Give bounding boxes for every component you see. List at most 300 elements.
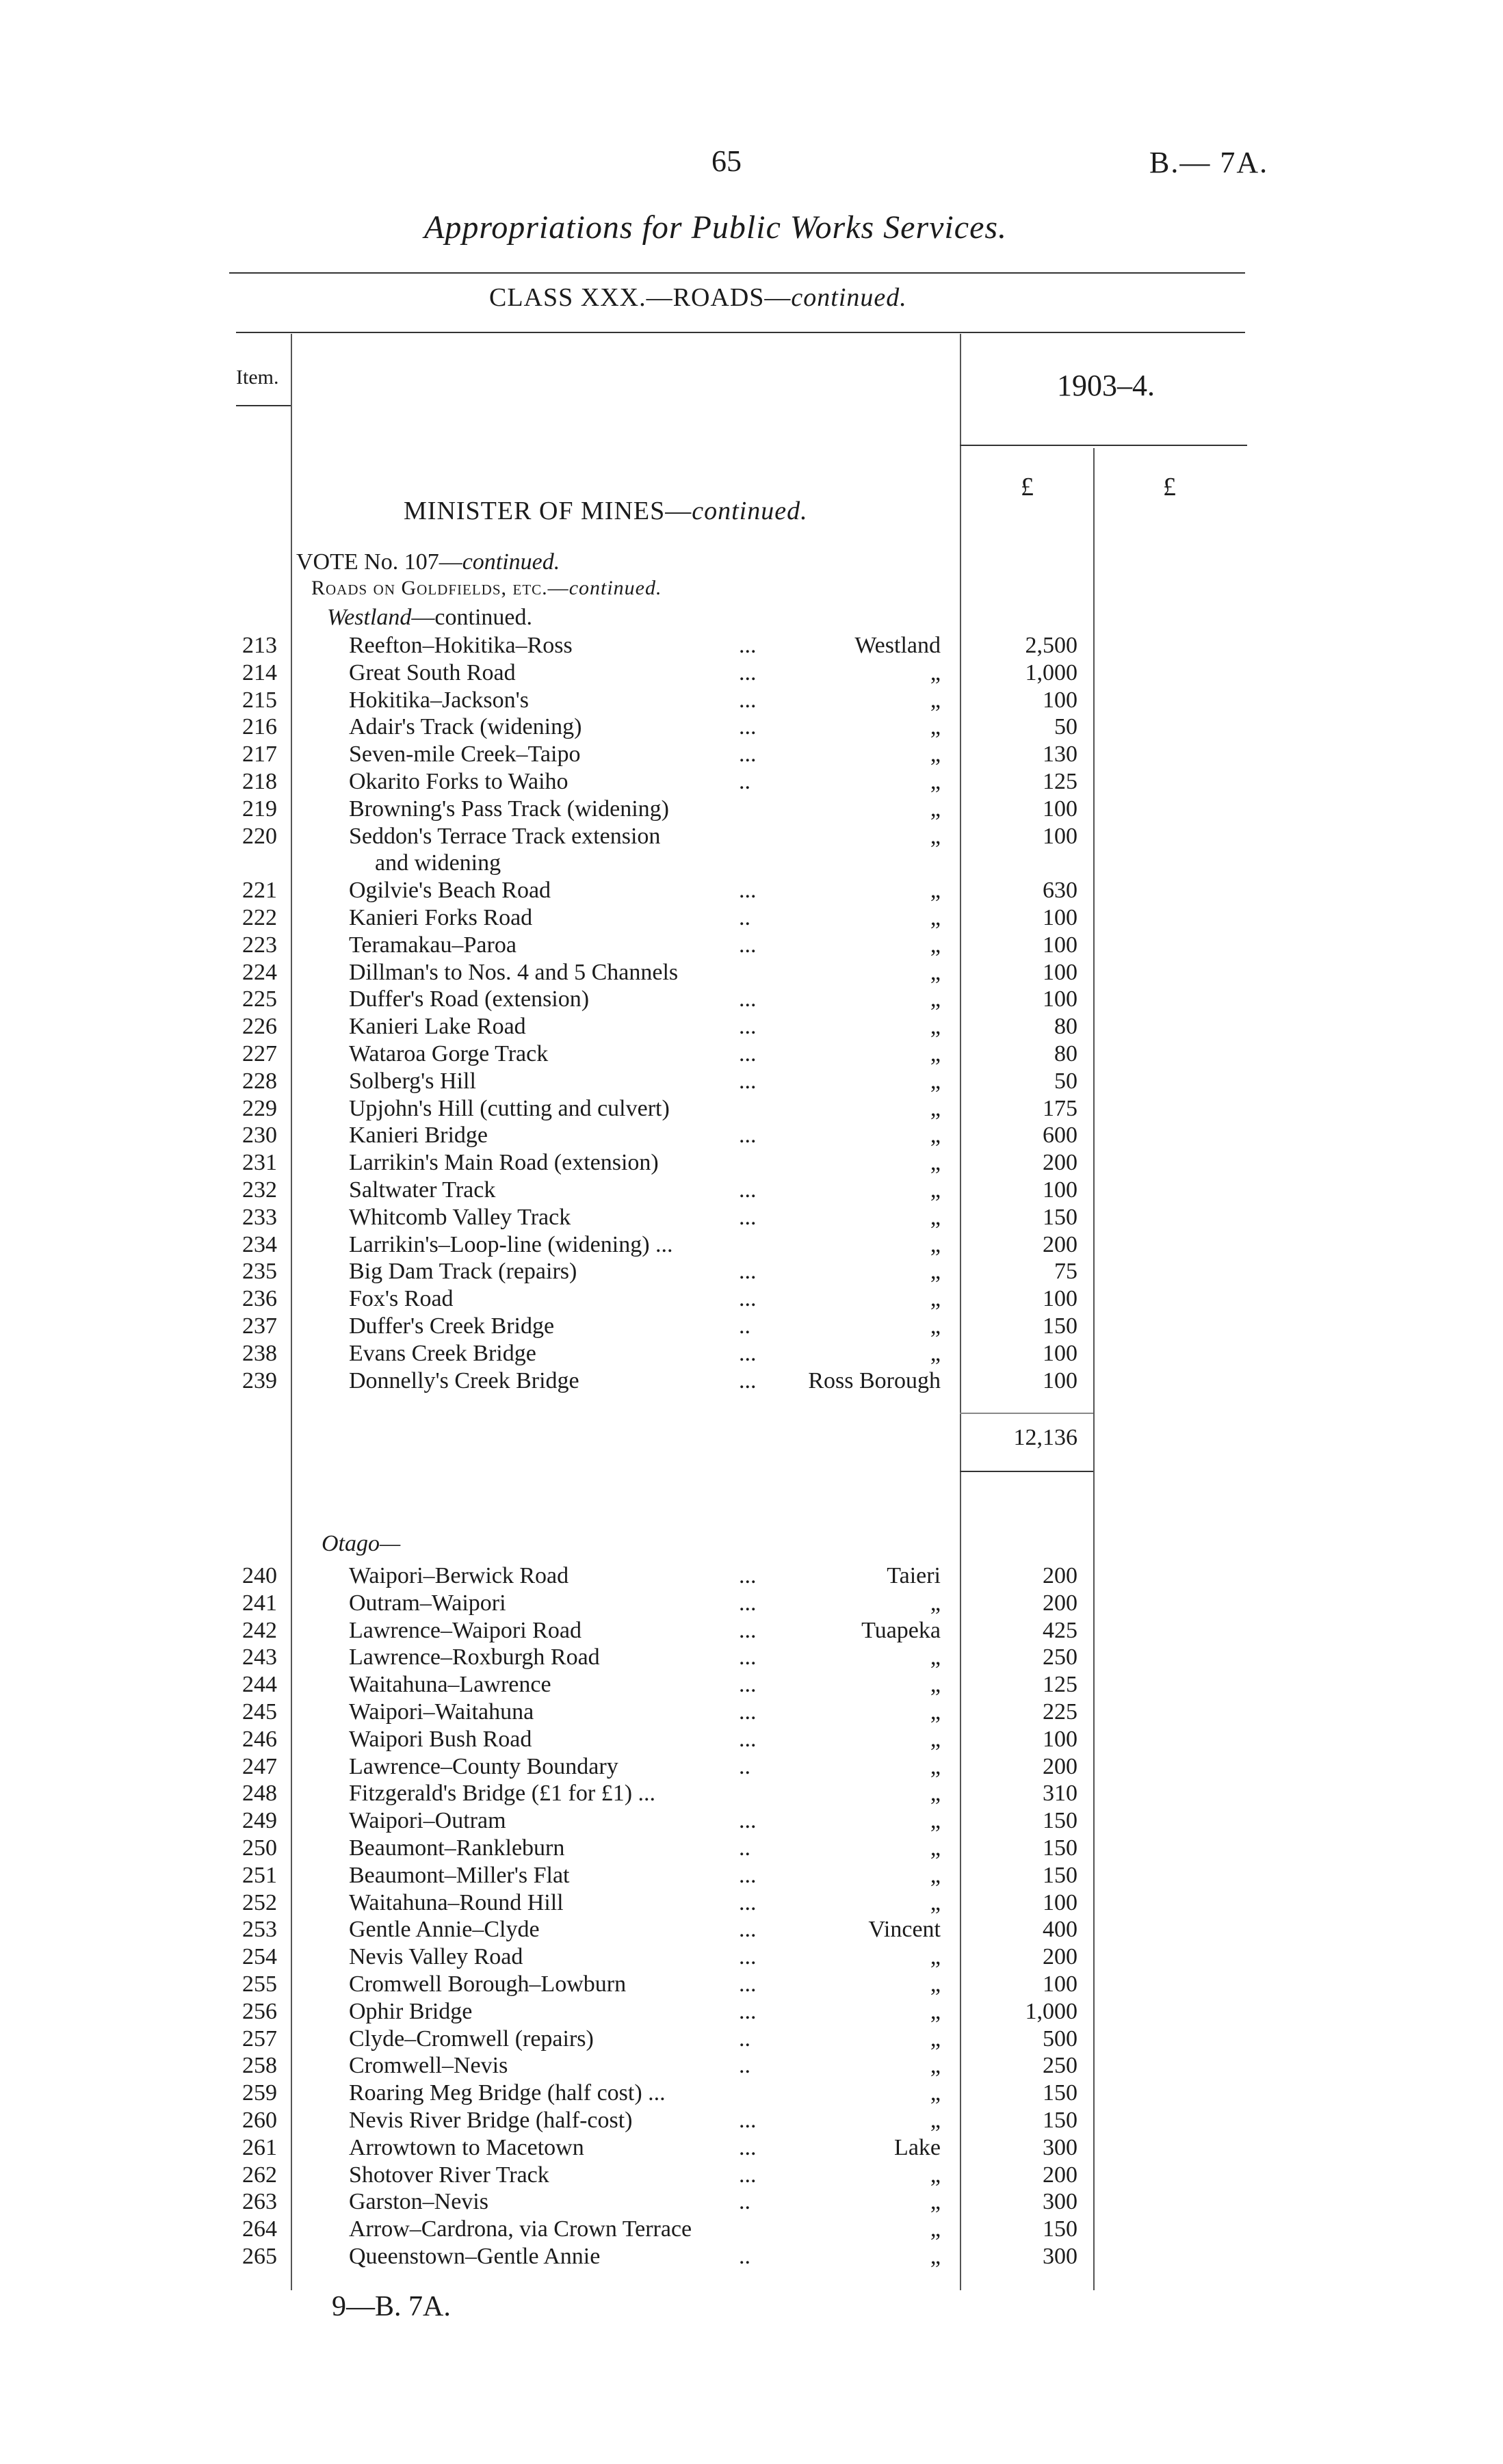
item-number: 245 (242, 1699, 277, 1725)
amount-value: 125 (1043, 769, 1077, 794)
district-name: „ (930, 2053, 941, 2079)
amount-value: 300 (1043, 2134, 1077, 2160)
item-number: 230 (242, 1123, 277, 1149)
otago-heading: Otago— (322, 1531, 401, 1556)
item-number: 252 (242, 1889, 277, 1915)
leader-dots: ... (739, 878, 757, 904)
table-row (0, 1671, 1503, 1699)
road-name: Kanieri Bridge (349, 1123, 488, 1149)
leader-dots: ... (739, 742, 757, 768)
item-number: 262 (242, 2162, 277, 2188)
table-row (0, 2216, 1503, 2243)
amount-value: 2,500 (1025, 633, 1077, 658)
footer-reference: 9—B. 7A. (332, 2291, 451, 2322)
leader-dots: ... (739, 1014, 757, 1040)
amount-value: 200 (1043, 1944, 1077, 1970)
road-name: Nevis River Bridge (half-cost) (349, 2108, 633, 2133)
amount-value: 200 (1043, 2162, 1077, 2188)
item-number: 251 (242, 1862, 277, 1888)
leader-dots: ... (739, 1971, 757, 1997)
item-number: 250 (242, 1835, 277, 1861)
district-name: „ (930, 1340, 941, 1366)
table-row (0, 2080, 1503, 2107)
road-name: Donnelly's Creek Bridge (349, 1367, 579, 1393)
amount-value: 1,000 (1025, 659, 1077, 685)
table-row (0, 1753, 1503, 1781)
road-name: Arrowtown to Macetown (349, 2134, 584, 2160)
district-name: „ (930, 1150, 941, 1176)
item-number: 228 (242, 1068, 277, 1094)
item-number: 221 (242, 878, 277, 904)
leader-dots: ... (739, 1998, 757, 2024)
table-row (0, 1998, 1503, 2026)
table-row (0, 1862, 1503, 1889)
district-name: „ (930, 1726, 941, 1752)
item-number: 218 (242, 769, 277, 794)
district-name: „ (930, 1644, 941, 1670)
table-row (0, 1943, 1503, 1971)
amount-value: 200 (1043, 1150, 1077, 1176)
item-number: 231 (242, 1150, 277, 1176)
currency-header-2: £ (1163, 473, 1176, 501)
road-name: Ogilvie's Beach Road (349, 878, 551, 904)
amount-value: 300 (1043, 2189, 1077, 2215)
district-name: „ (930, 1041, 941, 1066)
westland-heading-continued: —continued. (411, 605, 532, 630)
item-number: 223 (242, 932, 277, 958)
table-row (0, 959, 1503, 986)
year-header-rule (960, 445, 1247, 446)
table-row (0, 659, 1503, 687)
amount-value: 200 (1043, 1590, 1077, 1616)
road-name: Lawrence–Roxburgh Road (349, 1644, 600, 1670)
road-name: Beaumont–Rankleburn (349, 1835, 565, 1861)
amount-value: 100 (1043, 1971, 1077, 1997)
item-number: 265 (242, 2244, 277, 2269)
road-name: Shotover River Track (349, 2162, 549, 2188)
table-row (0, 796, 1503, 823)
table-row (0, 2243, 1503, 2270)
table-row (0, 1040, 1503, 1068)
road-name-continuation: and widening (375, 850, 501, 876)
road-name: Waipori–Waitahuna (349, 1699, 534, 1725)
leader-dots: ... (739, 1944, 757, 1970)
item-number: 224 (242, 959, 277, 985)
table-row (0, 1367, 1503, 1395)
road-name: Outram–Waipori (349, 1590, 506, 1616)
leader-dots: ... (739, 1177, 757, 1203)
district-name: „ (930, 1998, 941, 2024)
road-name: Teramakau–Paroa (349, 932, 517, 958)
total-rule (960, 1471, 1093, 1472)
road-name: Great South Road (349, 659, 516, 685)
leader-dots: .. (739, 905, 750, 930)
road-name: Waitahuna–Round Hill (349, 1889, 564, 1915)
district-name: Vincent (868, 1917, 941, 1943)
table-row (0, 2188, 1503, 2216)
amount-value: 100 (1043, 959, 1077, 985)
table-row (0, 1835, 1503, 1862)
road-name: Roaring Meg Bridge (half cost) ... (349, 2080, 666, 2106)
district-name: „ (930, 1313, 941, 1339)
district-name: „ (930, 1014, 941, 1040)
amount-value: 500 (1043, 2026, 1077, 2052)
district-name: „ (930, 1068, 941, 1094)
table-row (0, 1013, 1503, 1040)
item-number: 238 (242, 1340, 277, 1366)
district-name: „ (930, 1672, 941, 1698)
table-row (0, 2026, 1503, 2053)
amount-value: 150 (1043, 1313, 1077, 1339)
leader-dots: ... (739, 1889, 757, 1915)
table-row (0, 632, 1503, 659)
amount-value: 100 (1043, 932, 1077, 958)
table-row (0, 687, 1503, 714)
item-number: 239 (242, 1367, 277, 1393)
road-name: Wataroa Gorge Track (349, 1041, 549, 1066)
amount-value: 100 (1043, 1367, 1077, 1393)
district-name: „ (930, 905, 941, 930)
amount-value: 75 (1054, 1259, 1077, 1285)
district-name: „ (930, 1781, 941, 1807)
road-name: Fitzgerald's Bridge (£1 for £1) ... (349, 1781, 656, 1807)
road-name: Dillman's to Nos. 4 and 5 Channels (349, 959, 679, 985)
district-name: „ (930, 2216, 941, 2242)
table-top-rule (236, 332, 1245, 333)
table-row (0, 2162, 1503, 2189)
amount-value: 200 (1043, 1231, 1077, 1257)
road-name: Lawrence–Waipori Road (349, 1617, 581, 1643)
amount-value: 100 (1043, 1286, 1077, 1312)
district-name: „ (930, 1123, 941, 1149)
road-name: Whitcomb Valley Track (349, 1204, 571, 1230)
road-name: Waitahuna–Lawrence (349, 1672, 551, 1698)
item-number: 222 (242, 905, 277, 930)
leader-dots: .. (739, 2053, 750, 2079)
amount-value: 250 (1043, 2053, 1077, 2079)
table-row (0, 1313, 1503, 1340)
item-number: 246 (242, 1726, 277, 1752)
table-row (0, 1590, 1503, 1617)
leader-dots: ... (739, 687, 757, 713)
table-row (0, 1916, 1503, 1943)
table-row (0, 823, 1503, 850)
table-row (0, 1231, 1503, 1259)
road-name: Queenstown–Gentle Annie (349, 2244, 601, 2269)
amount-value: 100 (1043, 796, 1077, 822)
district-name: „ (930, 1808, 941, 1834)
item-number: 256 (242, 1998, 277, 2024)
class-heading-main: CLASS XXX.—ROADS— (489, 283, 792, 312)
table-row (0, 1617, 1503, 1644)
road-name: Seddon's Terrace Track extension (349, 823, 661, 849)
district-name: „ (930, 1095, 941, 1121)
item-number: 235 (242, 1259, 277, 1285)
westland-heading (327, 605, 532, 631)
road-name: Duffer's Road (extension) (349, 986, 590, 1012)
table-row (0, 1149, 1503, 1177)
road-name: Larrikin's Main Road (extension) (349, 1150, 659, 1176)
road-name: Fox's Road (349, 1286, 454, 1312)
table-row (0, 1699, 1503, 1726)
district-name: „ (930, 2244, 941, 2269)
road-name: Arrow–Cardrona, via Crown Terrace (349, 2216, 692, 2242)
item-number: 248 (242, 1781, 277, 1807)
table-row (0, 1644, 1503, 1671)
table-row (0, 1340, 1503, 1367)
leader-dots: ... (739, 1590, 757, 1616)
district-name: „ (930, 742, 941, 768)
minister-heading-continued: continued. (692, 497, 808, 525)
road-name: Upjohn's Hill (cutting and culvert) (349, 1095, 670, 1121)
leader-dots: ... (739, 1563, 757, 1588)
leader-dots: ... (739, 932, 757, 958)
roads-heading-main: Roads on Goldfields, etc.— (311, 577, 569, 599)
leader-dots: ... (739, 1672, 757, 1698)
road-name: Beaumont–Miller's Flat (349, 1862, 570, 1888)
table-row (0, 1726, 1503, 1753)
amount-value: 100 (1043, 1340, 1077, 1366)
amount-value: 125 (1043, 1672, 1077, 1698)
amount-value: 225 (1043, 1699, 1077, 1725)
district-name: „ (930, 2108, 941, 2133)
amount-value: 150 (1043, 1204, 1077, 1230)
westland-total: 12,136 (1013, 1425, 1077, 1450)
leader-dots: ... (739, 1726, 757, 1752)
leader-dots: ... (739, 633, 757, 658)
currency-header-1: £ (1021, 473, 1034, 501)
item-number: 236 (242, 1286, 277, 1312)
item-number: 242 (242, 1617, 277, 1643)
district-name: „ (930, 2026, 941, 2052)
road-name: Gentle Annie–Clyde (349, 1917, 540, 1943)
item-number: 229 (242, 1095, 277, 1121)
district-name: „ (930, 796, 941, 822)
table-row (0, 1068, 1503, 1095)
class-heading-continued: continued. (791, 283, 907, 312)
amount-value: 1,000 (1025, 1998, 1077, 2024)
road-name: Ophir Bridge (349, 1998, 473, 2024)
leader-dots: ... (739, 1699, 757, 1725)
district-name: „ (930, 823, 941, 849)
road-name: Adair's Track (widening) (349, 714, 582, 740)
amount-value: 425 (1043, 1617, 1077, 1643)
leader-dots: ... (739, 2162, 757, 2188)
road-name: Reefton–Hokitika–Ross (349, 633, 573, 658)
amount-value: 200 (1043, 1563, 1077, 1588)
road-name: Cromwell–Nevis (349, 2053, 508, 2079)
district-name: „ (930, 714, 941, 740)
item-number: 253 (242, 1917, 277, 1943)
leader-dots: .. (739, 2189, 750, 2215)
item-number: 213 (242, 633, 277, 658)
item-number: 215 (242, 687, 277, 713)
amount-value: 50 (1054, 1068, 1077, 1094)
leader-dots: ... (739, 1123, 757, 1149)
leader-dots: ... (739, 1340, 757, 1366)
leader-dots: ... (739, 1862, 757, 1888)
amount-value: 400 (1043, 1917, 1077, 1943)
district-name: Lake (894, 2134, 941, 2160)
road-name: Waipori–Outram (349, 1808, 506, 1834)
item-number: 217 (242, 742, 277, 768)
item-number: 263 (242, 2189, 277, 2215)
road-name: Saltwater Track (349, 1177, 496, 1203)
item-number: 233 (242, 1204, 277, 1230)
table-row (0, 877, 1503, 904)
road-name: Duffer's Creek Bridge (349, 1313, 555, 1339)
district-name: „ (930, 1286, 941, 1312)
road-name: Waipori Bush Road (349, 1726, 532, 1752)
table-row (0, 1285, 1503, 1313)
amount-value: 100 (1043, 905, 1077, 930)
road-name: Kanieri Lake Road (349, 1014, 526, 1040)
item-number: 234 (242, 1231, 277, 1257)
amount-value: 300 (1043, 2244, 1077, 2269)
district-name: „ (930, 659, 941, 685)
road-name: Evans Creek Bridge (349, 1340, 536, 1366)
leader-dots: ... (739, 1917, 757, 1943)
road-name: Okarito Forks to Waiho (349, 769, 568, 794)
item-number: 244 (242, 1672, 277, 1698)
district-name: „ (930, 1259, 941, 1285)
district-name: „ (930, 687, 941, 713)
table-row (0, 932, 1503, 959)
district-name: „ (930, 1889, 941, 1915)
item-number: 241 (242, 1590, 277, 1616)
table-row (0, 2052, 1503, 2080)
item-number: 216 (242, 714, 277, 740)
road-name: Garston–Nevis (349, 2189, 488, 2215)
minister-heading (404, 496, 808, 526)
item-number: 257 (242, 2026, 277, 2052)
roads-heading-continued: continued. (568, 577, 662, 599)
vote-heading (296, 549, 560, 575)
leader-dots: ... (739, 1286, 757, 1312)
roads-heading (311, 577, 662, 600)
item-number: 254 (242, 1944, 277, 1970)
table-row (0, 2107, 1503, 2134)
amount-value: 100 (1043, 1177, 1077, 1203)
leader-dots: ... (739, 1204, 757, 1230)
district-name: „ (930, 2080, 941, 2106)
district-name: „ (930, 986, 941, 1012)
leader-dots: ... (739, 1041, 757, 1066)
amount-value: 310 (1043, 1781, 1077, 1807)
amount-value: 80 (1054, 1014, 1077, 1040)
road-name: Waipori–Berwick Road (349, 1563, 569, 1588)
amount-value: 150 (1043, 1862, 1077, 1888)
item-number: 264 (242, 2216, 277, 2242)
item-number: 237 (242, 1313, 277, 1339)
table-row (0, 986, 1503, 1013)
vote-heading-continued: continued. (462, 549, 560, 575)
item-number: 247 (242, 1753, 277, 1779)
item-header-rule (236, 405, 291, 406)
subtotal-rule (960, 1413, 1093, 1414)
district-name: „ (930, 1835, 941, 1861)
leader-dots: .. (739, 1835, 750, 1861)
amount-value: 150 (1043, 2216, 1077, 2242)
item-number: 232 (242, 1177, 277, 1203)
item-number: 243 (242, 1644, 277, 1670)
district-name: Westland (854, 633, 941, 658)
leader-dots: .. (739, 769, 750, 794)
district-name: „ (930, 959, 941, 985)
item-number: 225 (242, 986, 277, 1012)
road-name: Kanieri Forks Road (349, 905, 533, 930)
leader-dots: ... (739, 986, 757, 1012)
amount-value: 150 (1043, 2108, 1077, 2133)
leader-dots: ... (739, 1259, 757, 1285)
amount-value: 250 (1043, 1644, 1077, 1670)
table-row (0, 1177, 1503, 1204)
item-number: 261 (242, 2134, 277, 2160)
district-name: „ (930, 1971, 941, 1997)
leader-dots: ... (739, 1808, 757, 1834)
amount-value: 175 (1043, 1095, 1077, 1121)
amount-value: 600 (1043, 1123, 1077, 1149)
district-name: „ (930, 1231, 941, 1257)
table-row (0, 904, 1503, 932)
district-name: Taieri (887, 1563, 941, 1588)
item-number: 226 (242, 1014, 277, 1040)
item-number: 249 (242, 1808, 277, 1834)
amount-value: 200 (1043, 1753, 1077, 1779)
district-name: „ (930, 2162, 941, 2188)
district-name: „ (930, 1699, 941, 1725)
road-name: Solberg's Hill (349, 1068, 476, 1094)
district-name: Tuapeka (861, 1617, 941, 1643)
amount-value: 150 (1043, 1808, 1077, 1834)
leader-dots: .. (739, 2026, 750, 2052)
leader-dots: .. (739, 1753, 750, 1779)
page-title: Appropriations for Public Works Services. (424, 209, 1008, 246)
class-heading (489, 283, 907, 313)
title-rule (229, 272, 1245, 274)
amount-value: 100 (1043, 1726, 1077, 1752)
leader-dots: ... (739, 2134, 757, 2160)
district-name: „ (930, 2189, 941, 2215)
table-row (0, 768, 1503, 796)
road-name: Lawrence–County Boundary (349, 1753, 618, 1779)
minister-heading-main: MINISTER OF MINES— (404, 497, 692, 525)
district-name: „ (930, 1590, 941, 1616)
table-row (0, 1562, 1503, 1590)
district-name: „ (930, 932, 941, 958)
table-row (0, 1122, 1503, 1149)
road-name: Larrikin's–Loop-line (widening) ... (349, 1231, 673, 1257)
district-name: „ (930, 769, 941, 794)
item-column-header: Item. (236, 366, 279, 389)
item-number: 214 (242, 659, 277, 685)
road-name: Nevis Valley Road (349, 1944, 523, 1970)
item-number: 260 (242, 2108, 277, 2133)
amount-value: 50 (1054, 714, 1077, 740)
table-row (0, 1807, 1503, 1835)
amount-value: 100 (1043, 687, 1077, 713)
leader-dots: ... (739, 2108, 757, 2133)
leader-dots: .. (739, 1313, 750, 1339)
leader-dots: ... (739, 1367, 757, 1393)
district-name: „ (930, 1204, 941, 1230)
table-row (0, 1095, 1503, 1123)
item-number: 220 (242, 823, 277, 849)
road-name: Cromwell Borough–Lowburn (349, 1971, 627, 1997)
leader-dots: .. (739, 2244, 750, 2269)
amount-value: 80 (1054, 1041, 1077, 1066)
item-number: 240 (242, 1563, 277, 1588)
